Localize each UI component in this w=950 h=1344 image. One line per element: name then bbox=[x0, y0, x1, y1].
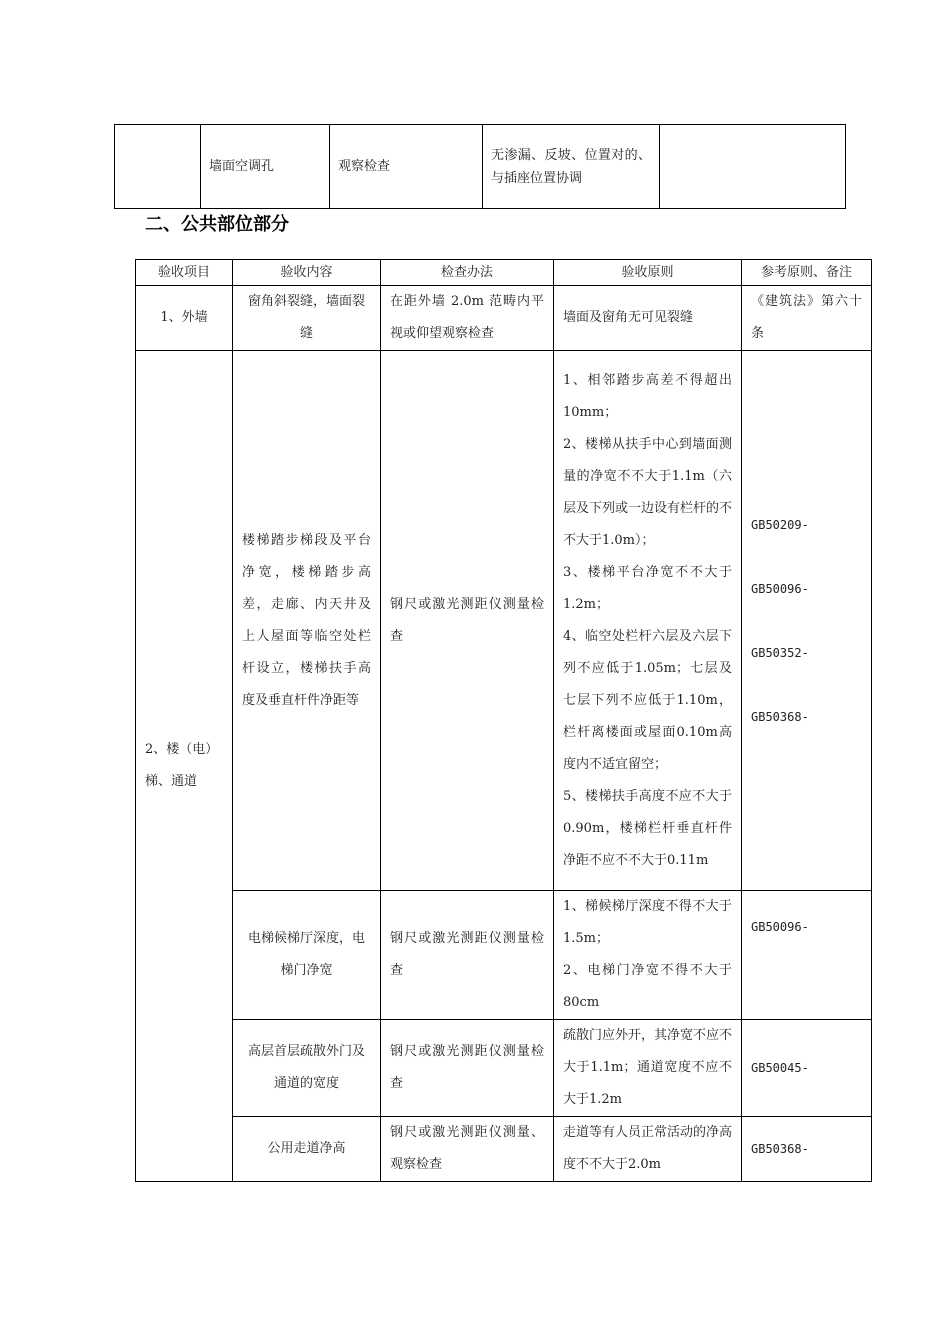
reference-cell: 《建筑法》第六十条 bbox=[742, 286, 872, 351]
table-row bbox=[136, 1117, 872, 1182]
table-cell: 墙面空调孔 bbox=[201, 125, 330, 209]
column-header: 验收内容 bbox=[233, 260, 381, 286]
section-heading: 二、公共部位部分 bbox=[145, 214, 289, 235]
reference-code: GB50096- bbox=[751, 581, 809, 596]
reference-cell: GB50368- bbox=[742, 1117, 872, 1182]
content-cell: 窗角斜裂缝，墙面裂缝 bbox=[233, 286, 381, 351]
item-cell: 2、楼（电）梯、通道 bbox=[136, 351, 233, 1182]
principle-cell: 墙面及窗角无可见裂缝 bbox=[554, 286, 742, 351]
acceptance-table bbox=[135, 259, 872, 1182]
principle-line: 2、楼梯从扶手中心到墙面测量的净宽不不大于1.1m（六层及下列或一边设有栏杆的不不大于1.0m）； bbox=[563, 436, 733, 548]
principle-cell bbox=[554, 891, 742, 1020]
method-cell: 钢尺或激光测距仪测量、观察检查 bbox=[381, 1117, 554, 1182]
table-row bbox=[136, 351, 872, 891]
table-row bbox=[115, 125, 846, 209]
content-cell: 公用走道净高 bbox=[233, 1117, 381, 1182]
table-row bbox=[136, 891, 872, 1020]
method-cell: 钢尺或激光测距仪测量检查 bbox=[381, 1020, 554, 1117]
principle-cell bbox=[554, 351, 742, 891]
principle-line: 5、楼梯扶手高度不应不大于0.90m，楼梯栏杆垂直杆件净距不应不不大于0.11m bbox=[563, 788, 732, 868]
principle-line: 3、楼梯平台净宽不不大于1.2m； bbox=[563, 564, 732, 612]
principle-line: 2、电梯门净宽不得不大于80cm bbox=[563, 963, 732, 1010]
principle-line: 1、梯候梯厅深度不得不大于1.5m； bbox=[563, 899, 732, 946]
column-header: 参考原则、备注 bbox=[742, 260, 872, 286]
table-row bbox=[136, 286, 872, 351]
reference-code: GB50209- bbox=[751, 517, 809, 532]
reference-code: GB50352- bbox=[751, 645, 809, 660]
table-cell bbox=[115, 125, 201, 209]
previous-section-table bbox=[114, 124, 846, 209]
reference-cell: GB50096- bbox=[742, 891, 872, 1020]
principle-cell: 疏散门应外开，其净宽不应不大于1.1m；通道宽度不应不大于1.2m bbox=[554, 1020, 742, 1117]
column-header: 检查办法 bbox=[381, 260, 554, 286]
reference-code: GB50368- bbox=[751, 709, 809, 724]
content-cell: 高层首层疏散外门及通道的宽度 bbox=[233, 1020, 381, 1117]
reference-list bbox=[751, 493, 862, 749]
principle-cell: 走道等有人员正常活动的净高度不不大于2.0m bbox=[554, 1117, 742, 1182]
table-row bbox=[136, 1020, 872, 1117]
table-cell bbox=[660, 125, 846, 209]
table-cell: 无渗漏、反坡、位置对的、与插座位置协调 bbox=[483, 125, 660, 209]
column-header: 验收项目 bbox=[136, 260, 233, 286]
reference-cell: GB50045- bbox=[742, 1020, 872, 1117]
method-cell: 钢尺或激光测距仪测量检查 bbox=[381, 891, 554, 1020]
column-header: 验收原则 bbox=[554, 260, 742, 286]
method-cell: 在距外墙 2.0m 范畴内平视或仰望观察检查 bbox=[381, 286, 554, 351]
table-header-row bbox=[136, 260, 872, 286]
content-cell: 楼梯踏步梯段及平台净宽，楼梯踏步高差，走廊、内天井及上人屋面等临空处栏杆设立，楼梯扶手高度及垂直杆件净距等 bbox=[233, 351, 381, 891]
item-cell: 1、外墙 bbox=[136, 286, 233, 351]
reference-cell bbox=[742, 351, 872, 891]
method-cell: 钢尺或激光测距仪测量检查 bbox=[381, 351, 554, 891]
table-cell: 观察检查 bbox=[330, 125, 483, 209]
content-cell: 电梯候梯厅深度，电梯门净宽 bbox=[233, 891, 381, 1020]
principle-line: 4、临空处栏杆六层及六层下列不应低于1.05m；七层及七层下列不应低于1.10m，栏杆离楼面或屋面0.10m高度内不适宜留空； bbox=[563, 628, 732, 772]
principle-line: 1、相邻踏步高差不得超出10mm； bbox=[563, 372, 732, 420]
